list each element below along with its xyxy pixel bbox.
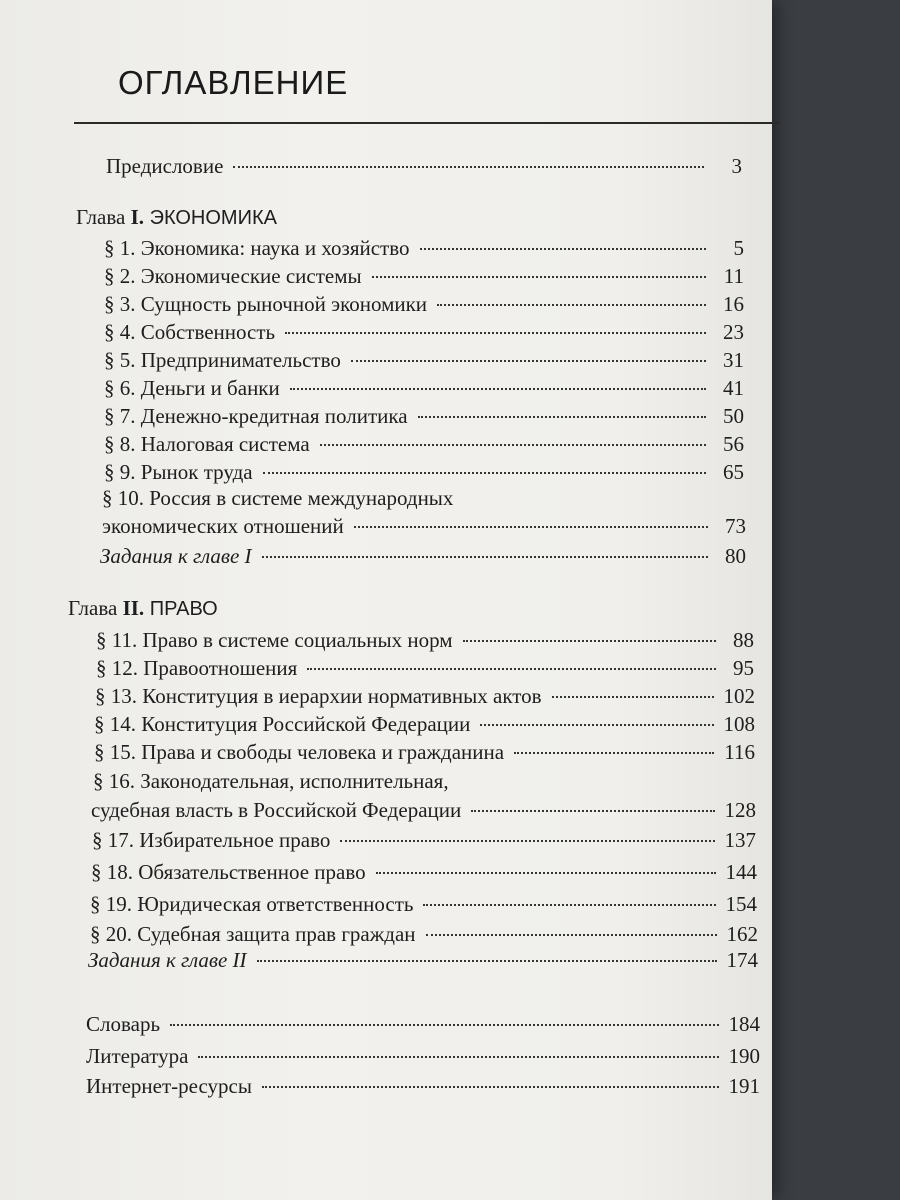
toc-entry	[104, 346, 744, 374]
title-rule	[74, 122, 780, 124]
toc-entry	[94, 710, 755, 738]
toc-entry-label: § 14. Конституция Российской Федерации	[94, 712, 471, 736]
chapter-title: ПРАВО	[144, 598, 218, 620]
toc-entry-page: 95	[733, 656, 754, 680]
toc-entry	[104, 402, 744, 430]
toc-entry	[91, 796, 756, 824]
toc-entry	[104, 458, 744, 486]
toc-entry-page: 154	[725, 892, 757, 916]
dot-leader	[262, 1086, 719, 1088]
toc-entry-label: Задания к главе II	[88, 948, 247, 972]
page-title: ОГЛАВЛЕНИЕ	[118, 64, 349, 101]
dot-leader	[170, 1024, 718, 1026]
toc-entry-label: § 17. Избирательное право	[92, 828, 331, 852]
dot-leader	[290, 388, 706, 390]
toc-entry-page: 88	[733, 628, 754, 652]
toc-entry-page: 116	[724, 740, 755, 764]
toc-entry-page: 65	[723, 460, 744, 484]
toc-entry	[94, 738, 755, 766]
chapter-number: II.	[122, 596, 145, 620]
toc-entry-page: 162	[726, 922, 758, 946]
dot-leader	[263, 472, 706, 474]
dot-leader	[423, 904, 715, 906]
toc-entry	[104, 290, 744, 318]
toc-entry-literature	[86, 1042, 760, 1070]
toc-entry-label: § 2. Экономические системы	[104, 264, 362, 288]
toc-entry-label: § 4. Собственность	[104, 320, 276, 344]
dot-leader	[418, 416, 706, 418]
toc-entry	[91, 858, 757, 886]
toc-entry-tasks	[88, 946, 758, 974]
dot-leader	[340, 840, 714, 842]
toc-entry-page: 50	[723, 404, 744, 428]
toc-entry-page: 128	[724, 798, 756, 822]
toc-entry-page: 56	[723, 432, 744, 456]
dot-leader	[307, 668, 716, 670]
toc-entry	[90, 920, 758, 948]
toc-entry-label: § 1. Экономика: наука и хозяйство	[104, 236, 410, 260]
toc-entry-label: Предисловие	[106, 154, 224, 178]
toc-entry-label: § 7. Денежно-кредитная политика	[104, 404, 408, 428]
toc-entry-line1: § 16. Законодательная, исполнительная,	[93, 769, 449, 793]
dot-leader	[354, 526, 708, 528]
dot-leader	[372, 276, 706, 278]
toc-entry-page: 190	[728, 1044, 760, 1068]
toc-entry-label: § 20. Судебная защита прав граждан	[90, 922, 416, 946]
dot-leader	[376, 872, 716, 874]
toc-entry-page: 5	[733, 236, 744, 260]
toc-entry-page: 184	[728, 1012, 760, 1036]
dot-leader	[285, 332, 706, 334]
toc-entry	[104, 262, 744, 290]
toc-entry-page: 3	[731, 154, 742, 178]
toc-entry-label: § 3. Сущность рыночной экономики	[104, 292, 428, 316]
dot-leader	[198, 1056, 718, 1058]
dot-leader	[426, 934, 717, 936]
toc-entry-label: судебная власть в Российской Федерации	[91, 798, 462, 822]
toc-entry-label: § 9. Рынок труда	[104, 460, 253, 484]
toc-entry-label: § 18. Обязательственное право	[91, 860, 366, 884]
toc-entry-page: 174	[726, 948, 758, 972]
toc-entry-page: 11	[723, 264, 744, 288]
toc-entry-page: 80	[725, 544, 746, 568]
dot-leader	[233, 166, 704, 168]
toc-entry-page: 31	[723, 348, 744, 372]
toc-entry	[92, 826, 756, 854]
toc-entry-label: § 11. Право в системе социальных норм	[96, 628, 453, 652]
toc-entry-preface	[106, 152, 742, 180]
toc-entry	[102, 512, 746, 540]
chapter-number: I.	[130, 205, 145, 229]
toc-entry-line1: § 10. Россия в системе международных	[102, 486, 454, 510]
toc-entry-page: 144	[725, 860, 757, 884]
toc-entry-page: 102	[723, 684, 755, 708]
toc-entry-label: § 8. Налоговая система	[104, 432, 310, 456]
toc-entry-internet-resources	[86, 1072, 760, 1100]
toc-entry-label: § 19. Юридическая ответственность	[90, 892, 414, 916]
chapter-heading-2	[68, 594, 218, 623]
toc-entry-page: 23	[723, 320, 744, 344]
dot-leader	[463, 640, 716, 642]
dot-leader	[480, 724, 713, 726]
dot-leader	[351, 360, 706, 362]
toc-entry	[104, 234, 744, 262]
toc-entry-label: Словарь	[86, 1012, 161, 1036]
toc-entry	[96, 654, 754, 682]
dot-leader	[514, 752, 714, 754]
toc-entry-page: 137	[724, 828, 756, 852]
toc-entry-label: § 13. Конституция в иерархии нормативных актов	[95, 684, 542, 708]
toc-entry-label: § 12. Правоотношения	[96, 656, 298, 680]
toc-entry-label: Задания к главе I	[100, 544, 252, 568]
toc-entry-label: § 6. Деньги и банки	[104, 376, 280, 400]
dot-leader	[552, 696, 714, 698]
toc-entry-page: 41	[723, 376, 744, 400]
toc-entry	[104, 318, 744, 346]
toc-entry-label: Интернет-ресурсы	[86, 1074, 252, 1098]
toc-entry-page: 73	[725, 514, 746, 538]
dot-leader	[420, 248, 706, 250]
dot-leader	[471, 810, 714, 812]
toc-entry	[90, 890, 757, 918]
chapter-prefix: Глава	[76, 205, 131, 229]
dot-leader	[320, 444, 706, 446]
dot-leader	[262, 556, 708, 558]
dot-leader	[437, 304, 706, 306]
toc-entry	[104, 374, 744, 402]
toc-entry-page: 108	[723, 712, 755, 736]
toc-entry-page: 16	[723, 292, 744, 316]
toc-entry-tasks	[100, 542, 746, 570]
toc-entry-label: § 5. Предпринимательство	[104, 348, 341, 372]
toc-entry-dictionary	[86, 1010, 760, 1038]
toc-entry	[95, 682, 755, 710]
toc-entry-label: экономических отношений	[102, 514, 344, 538]
chapter-prefix: Глава	[68, 596, 123, 620]
chapter-title: ЭКОНОМИКА	[144, 207, 277, 229]
toc-entry-label: § 15. Права и свободы человека и гражданина	[94, 740, 505, 764]
toc-entry	[96, 626, 754, 654]
toc-entry-page: 191	[728, 1074, 760, 1098]
toc-entry	[104, 430, 744, 458]
dot-leader	[257, 960, 717, 962]
chapter-heading-1	[76, 203, 277, 232]
toc-entry-label: Литература	[86, 1044, 189, 1068]
